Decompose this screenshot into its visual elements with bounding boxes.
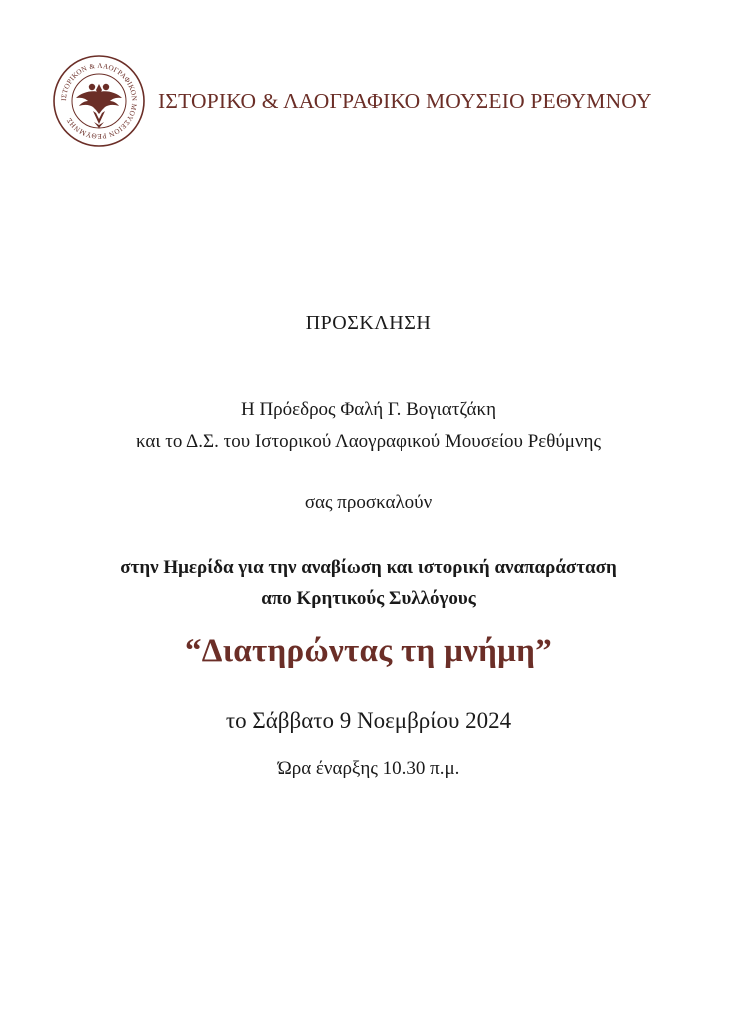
event-start-time: Ώρα έναρξης 10.30 π.μ. [277, 758, 460, 779]
board-line: και το Δ.Σ. του Ιστορικού Λαογραφικού Μουσείου Ρεθύμνης [136, 431, 601, 452]
seal-text: ΙΣΤΟΡΙΚΟΝ & ΛΑΟΓΡΑΦΙΚΟΝ ΜΟΥΣΕΙΟΝ ΡΕΘΥΜΝΗΣ [59, 61, 139, 141]
invitation-title: ΠΡΟΣΚΛΗΣΗ [305, 312, 432, 334]
president-line: Η Πρόεδρος Φαλή Γ. Βογιατζάκη [240, 399, 497, 420]
museum-seal-logo [52, 54, 146, 148]
invite-line: σας προσκαλούν [304, 492, 433, 513]
event-description-line-2: απο Κρητικούς Συλλόγους [261, 588, 476, 609]
eagle-emblem-icon [76, 84, 122, 128]
museum-name: ΙΣΤΟΡΙΚΟ & ΛΑΟΓΡΑΦΙΚΟ ΜΟΥΣΕΙΟ ΡΕΘΥΜΝΟΥ [158, 88, 652, 113]
event-date: το Σάββατο 9 Νοεμβρίου 2024 [225, 708, 512, 733]
event-description-line-1: στην Ημερίδα για την αναβίωση και ιστορική αναπαράσταση [120, 557, 617, 578]
museum-header [52, 54, 652, 148]
event-title: “Διατηρώντας τη μνήμη” [184, 633, 553, 669]
